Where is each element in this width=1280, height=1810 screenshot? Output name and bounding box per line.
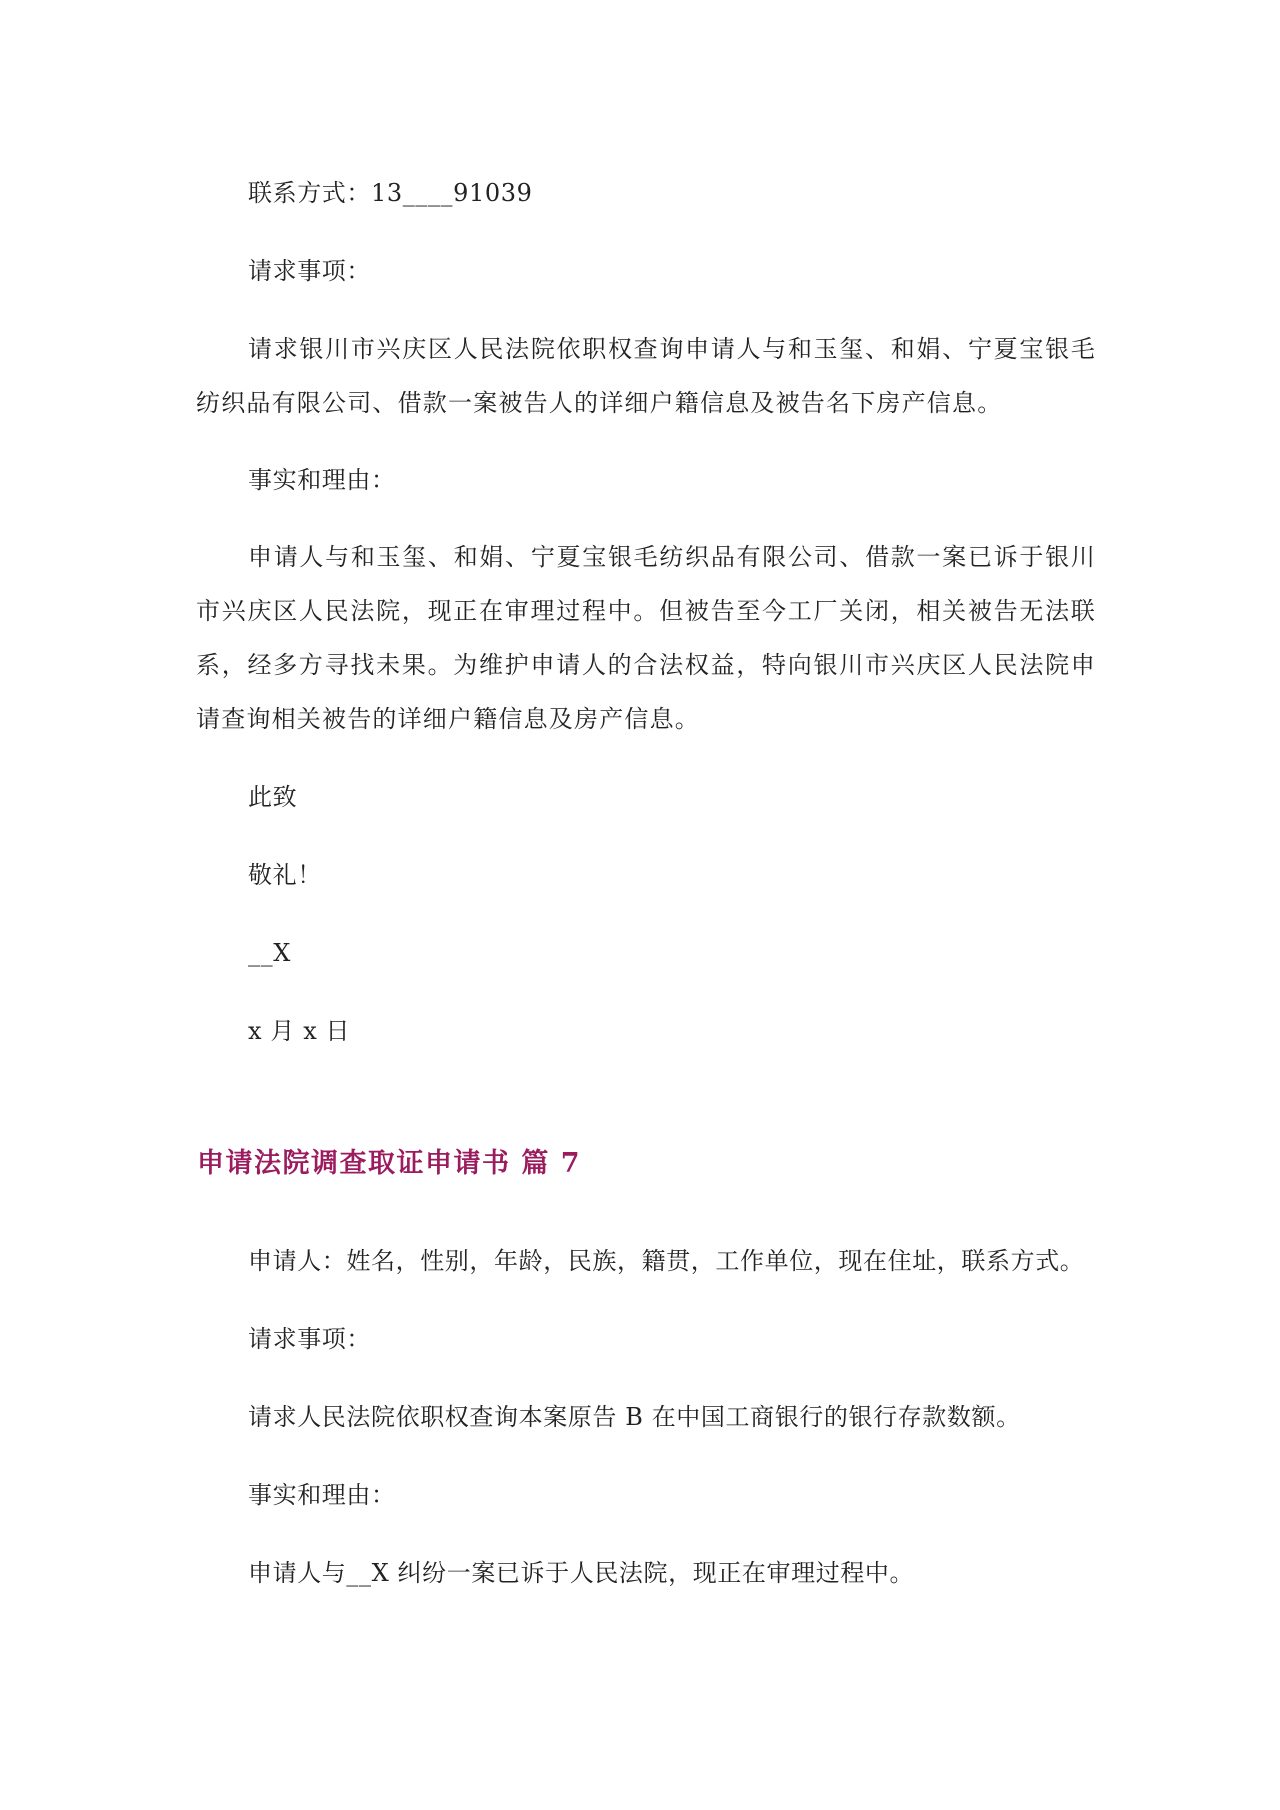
request-paragraph: 请求银川市兴庆区人民法院依职权查询申请人与和玉玺、和娟、宁夏宝银毛纺织品有限公司、借款一案被告人的详细户籍信息及被告名下房产信息。 [196, 335, 1096, 417]
section-heading: 申请法院调查取证申请书 篇 7 [197, 1148, 582, 1179]
request-body-7: 请求人民法院依职权查询本案原告 B 在中国工商银行的银行存款数额。 [248, 1403, 1021, 1431]
reason-label: 事实和理由： [248, 466, 396, 494]
date-line: x 月 x 日 [248, 1017, 351, 1045]
signature-line: __X [248, 939, 291, 967]
reason-paragraph: 申请人与和玉玺、和娟、宁夏宝银毛纺织品有限公司、借款一案已诉于银川市兴庆区人民法院，现正在审理过程中。但被告至今工厂关闭，相关被告无法联系，经多方寻找未果。为维护申请人的合法权益，特向银川市兴庆区人民法院申请查询相关被告的详细户籍信息及房产信息。 [196, 543, 1096, 733]
applicant-line: 申请人：姓名，性别，年龄，民族，籍贯，工作单位，现在住址，联系方式。 [248, 1247, 1085, 1275]
contact-line: 联系方式：13____91039 [248, 179, 533, 207]
reason-label-7: 事实和理由： [248, 1481, 396, 1509]
reason-body-7: 申请人与__X 纠纷一案已诉于人民法院，现正在审理过程中。 [248, 1559, 915, 1587]
request-label: 请求事项： [248, 257, 371, 285]
request-label-7: 请求事项： [248, 1325, 371, 1353]
closing-salutation: 敬礼！ [248, 861, 322, 889]
closing-greeting: 此致 [248, 783, 298, 811]
